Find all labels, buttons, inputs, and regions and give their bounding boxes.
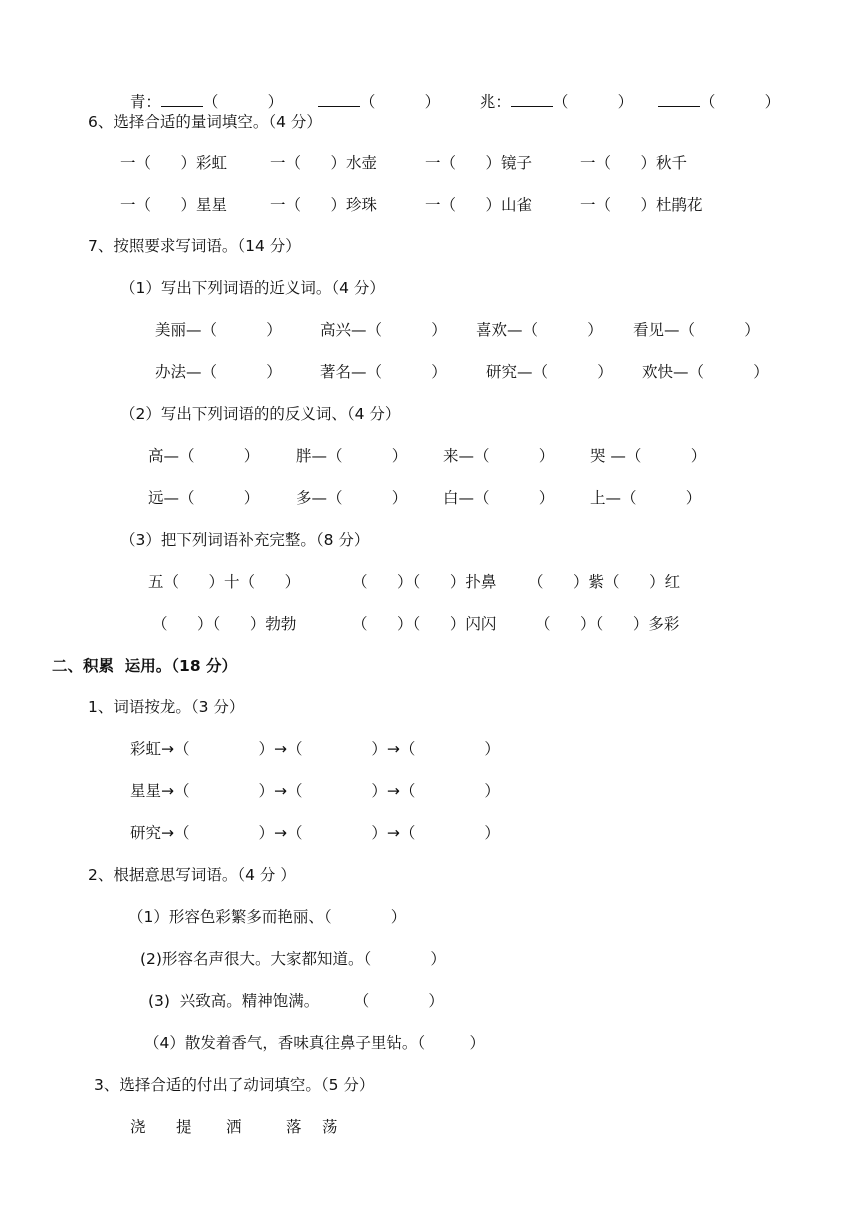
word-chain-row[interactable]: 星星→（ ）→（ ）→（ ） (130, 782, 500, 800)
synonym-item[interactable]: 喜欢—（ ） (476, 321, 603, 339)
meaning-item[interactable]: （1）形容色彩繁多而艳丽、（ ） (128, 908, 407, 926)
meaning-item[interactable]: (3) 兴致高。精神饱满。 （ ） (148, 992, 444, 1010)
blank-line[interactable] (511, 92, 553, 107)
blank-line[interactable] (658, 92, 700, 107)
verb-word: 提 (176, 1118, 192, 1136)
synonym-item[interactable]: 欢快—（ ） (642, 363, 769, 381)
qing-zhao-row (120, 72, 283, 112)
q6-item[interactable]: 一（ ）星星 (120, 196, 228, 214)
word-chain-row[interactable]: 研究→（ ）→（ ）→（ ） (130, 824, 500, 842)
idiom-item[interactable]: （ ）（ ）闪闪 (352, 615, 497, 633)
idiom-item[interactable]: （ ）紫（ ）红 (528, 573, 681, 591)
paren-blank[interactable]: （ ） (202, 93, 284, 111)
q7-s2-title: （2）写出下列词语的的反义词、（4 分） (120, 405, 401, 423)
qing-label: 青： (129, 93, 161, 111)
q6-item[interactable]: 一（ ）珍珠 (270, 196, 378, 214)
synonym-item[interactable]: 美丽—（ ） (155, 321, 282, 339)
s2-q2-title: 2、根据意思写词语。（4 分 ） (88, 866, 296, 884)
zhao-blank-2 (648, 72, 780, 112)
verb-word: 洒 (226, 1118, 242, 1136)
synonym-item[interactable]: 研究—（ ） (486, 363, 613, 381)
idiom-item[interactable]: （ ）（ ）勃勃 (152, 615, 297, 633)
verb-word: 浇 (130, 1118, 146, 1136)
antonym-item[interactable]: 远—（ ） (148, 489, 260, 507)
blank-line[interactable] (161, 92, 203, 107)
meaning-item[interactable]: (2)形容名声很大。大家都知道。（ ） (140, 950, 446, 968)
s2-q3-title: 3、选择合适的付出了动词填空。（5 分） (94, 1076, 375, 1094)
antonym-item[interactable]: 胖—（ ） (296, 447, 408, 465)
q6-item[interactable]: 一（ ）镜子 (425, 154, 533, 172)
q6-item[interactable]: 一（ ）秋千 (580, 154, 688, 172)
q6-title: 6、选择合适的量词填空。（4 分） (88, 113, 322, 131)
antonym-item[interactable]: 白—（ ） (443, 489, 555, 507)
s2-q1-title: 1、词语按龙。（3 分） (88, 698, 245, 716)
verb-word: 荡 (322, 1118, 338, 1136)
antonym-item[interactable]: 来—（ ） (443, 447, 555, 465)
q7-s3-title: （3）把下列词语补充完整。（8 分） (120, 531, 370, 549)
q7-s1-title: （1）写出下列词语的近义词。（4 分） (120, 279, 385, 297)
idiom-item[interactable]: （ ）（ ）扑鼻 (352, 573, 497, 591)
zhao-label: 兆： (479, 93, 511, 111)
q7-title: 7、按照要求写词语。（14 分） (88, 237, 301, 255)
synonym-item[interactable]: 著名—（ ） (320, 363, 447, 381)
antonym-item[interactable]: 上—（ ） (590, 489, 702, 507)
antonym-item[interactable]: 哭 —（ ） (590, 447, 707, 465)
section2-title: 二、积累 运用。（18 分） (52, 657, 238, 675)
zhao-group (470, 72, 633, 112)
qing-blank-2 (308, 72, 440, 112)
synonym-item[interactable]: 办法—（ ） (155, 363, 282, 381)
q6-item[interactable]: 一（ ）杜鹃花 (580, 196, 703, 214)
antonym-item[interactable]: 多—（ ） (296, 489, 408, 507)
verb-word: 落 (286, 1118, 302, 1136)
paren-blank[interactable]: （ ） (359, 93, 441, 111)
q6-item[interactable]: 一（ ）水壶 (270, 154, 378, 172)
q6-item[interactable]: 一（ ）山雀 (425, 196, 533, 214)
synonym-item[interactable]: 看见—（ ） (633, 321, 760, 339)
word-chain-row[interactable]: 彩虹→（ ）→（ ）→（ ） (130, 740, 500, 758)
paren-blank[interactable]: （ ） (699, 93, 781, 111)
meaning-item[interactable]: （4）散发着香气，香味真往鼻子里钻。（ ） (144, 1034, 485, 1052)
blank-line[interactable] (318, 92, 360, 107)
q6-item[interactable]: 一（ ）彩虹 (120, 154, 228, 172)
synonym-item[interactable]: 高兴—（ ） (320, 321, 447, 339)
antonym-item[interactable]: 高—（ ） (148, 447, 260, 465)
idiom-item[interactable]: 五（ ）十（ ） (148, 573, 301, 591)
paren-blank[interactable]: （ ） (552, 93, 634, 111)
idiom-item[interactable]: （ ）（ ）多彩 (535, 615, 680, 633)
